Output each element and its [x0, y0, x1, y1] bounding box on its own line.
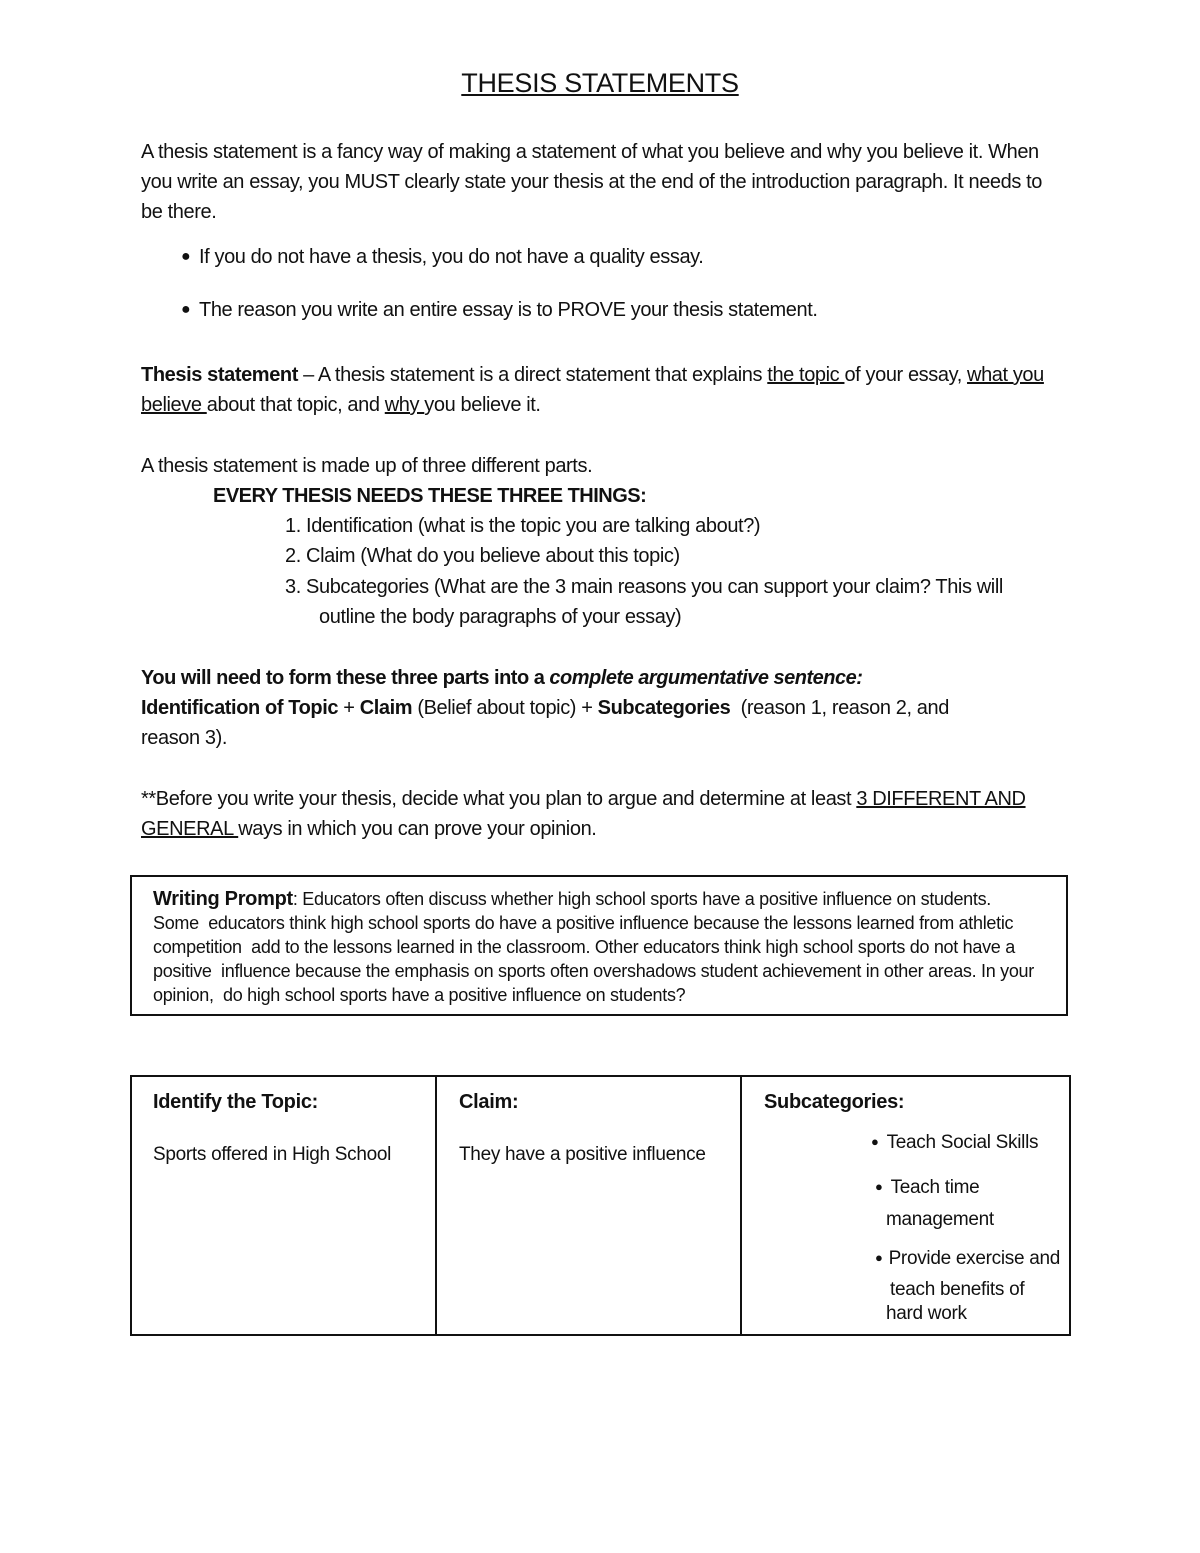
subcategory-item	[871, 1129, 1038, 1155]
formula-identification: Identification of Topic	[141, 697, 339, 719]
prompt-line-4: positive influence because the emphasis on sports often overshadows student achievement in other areas. In your	[153, 961, 1034, 981]
definition-underline: what you	[967, 364, 1044, 386]
formula-claim: Claim	[359, 697, 413, 719]
prompt-line-5: opinion, do high school sports have a positive influence on students?	[153, 985, 686, 1005]
parts-intro: A thesis statement is made up of three different parts.	[141, 455, 593, 477]
bullet-text: The reason you write an entire essay is to PROVE your thesis statement.	[199, 299, 818, 321]
subcategory-text: Teach Social Skills	[886, 1132, 1039, 1153]
claim-text: They have a positive influence	[459, 1144, 706, 1165]
note-text: ways in which you can prove your opinion.	[238, 818, 597, 840]
subcategory-text-cont: management	[886, 1209, 994, 1230]
intro-line-3: be there.	[141, 201, 217, 223]
topic-text: Sports offered in High School	[153, 1144, 392, 1165]
definition-underline: why	[384, 394, 425, 416]
prompt-text: : Educators often discuss whether high school sports have a positive influence on students.	[292, 889, 991, 909]
topic-header: Identify the Topic:	[153, 1091, 319, 1113]
bullet-icon: ●	[871, 1134, 879, 1149]
formula-line-2: reason 3).	[141, 727, 228, 749]
definition-text: of your essay,	[844, 364, 968, 386]
writing-prompt-box	[130, 875, 1068, 1016]
column-divider	[740, 1077, 742, 1334]
parts-item-continuation: outline the body paragraphs of your essay)	[319, 606, 682, 628]
note-underline: GENERAL	[141, 818, 239, 840]
parts-item: 2. Claim (What do you believe about this topic)	[285, 545, 680, 567]
bullet-icon: ●	[181, 301, 191, 318]
formula-lead-text: You will need to form these three parts into a	[141, 667, 550, 689]
prompt-line-2: Some educators think high school sports do have a positive influence because the lessons learned from athletic	[153, 913, 1014, 933]
parts-item: 1. Identification (what is the topic you are talking about?)	[285, 515, 761, 537]
thesis-table	[130, 1075, 1071, 1336]
bullet-text: If you do not have a thesis, you do not have a quality essay.	[199, 246, 704, 268]
subcategory-item	[875, 1174, 979, 1200]
definition-text: – A thesis statement is a direct statement that explains	[298, 364, 768, 386]
definition-text: about that topic, and	[206, 394, 385, 416]
definition-underline: the topic	[767, 364, 845, 386]
formula-plus: +	[338, 697, 360, 719]
subcategory-text-cont: teach benefits of	[890, 1279, 1025, 1300]
note-text: **Before you write your thesis, decide what you plan to argue and determine at least	[141, 788, 857, 810]
intro-line-1: A thesis statement is a fancy way of making a statement of what you believe and why you believe it. When	[141, 141, 1039, 163]
formula-sub-desc: (reason 1, reason 2, and	[730, 697, 949, 719]
prompt-line-3: competition add to the lessons learned in the classroom. Other educators think high school sports do not have a	[153, 937, 1015, 957]
formula-claim-desc: (Belief about topic) +	[412, 697, 598, 719]
parts-item: 3. Subcategories (What are the 3 main reasons you can support your claim? This will	[285, 576, 1003, 598]
bullet-icon: ●	[875, 1250, 883, 1265]
prompt-label: Writing Prompt	[153, 888, 293, 910]
formula-subcategories: Subcategories	[597, 697, 731, 719]
definition-underline: believe	[141, 394, 207, 416]
formula-lead	[141, 663, 862, 693]
note-line-2	[141, 814, 596, 844]
column-divider	[435, 1077, 437, 1334]
bullet-item	[181, 295, 818, 325]
definition-text: you believe it.	[424, 394, 541, 416]
bullet-icon: ●	[875, 1179, 883, 1194]
definition-line-1	[141, 360, 1044, 390]
subcategory-text: Provide exercise and	[888, 1248, 1060, 1269]
bullet-icon: ●	[181, 248, 191, 265]
formula-line	[141, 693, 949, 723]
definition-line-2	[141, 390, 541, 420]
note-line-1	[141, 784, 1026, 814]
formula-lead-emphasis: complete argumentative sentence:	[549, 667, 863, 689]
subcategories-header: Subcategories:	[764, 1091, 905, 1113]
page-title: THESIS STATEMENTS	[461, 68, 739, 98]
subcategory-item	[875, 1245, 1060, 1271]
subcategory-text-cont: hard work	[886, 1303, 967, 1324]
claim-header: Claim:	[459, 1091, 519, 1113]
intro-line-2: you write an essay, you MUST clearly state your thesis at the end of the introduction paragraph. It needs to	[141, 171, 1043, 193]
bullet-item	[181, 242, 704, 272]
note-underline: 3 DIFFERENT AND	[856, 788, 1026, 810]
subcategory-text: Teach time	[890, 1177, 980, 1198]
parts-heading: EVERY THESIS NEEDS THESE THREE THINGS:	[213, 485, 647, 507]
definition-term: Thesis statement	[141, 364, 298, 386]
prompt-line-1	[153, 887, 1046, 911]
